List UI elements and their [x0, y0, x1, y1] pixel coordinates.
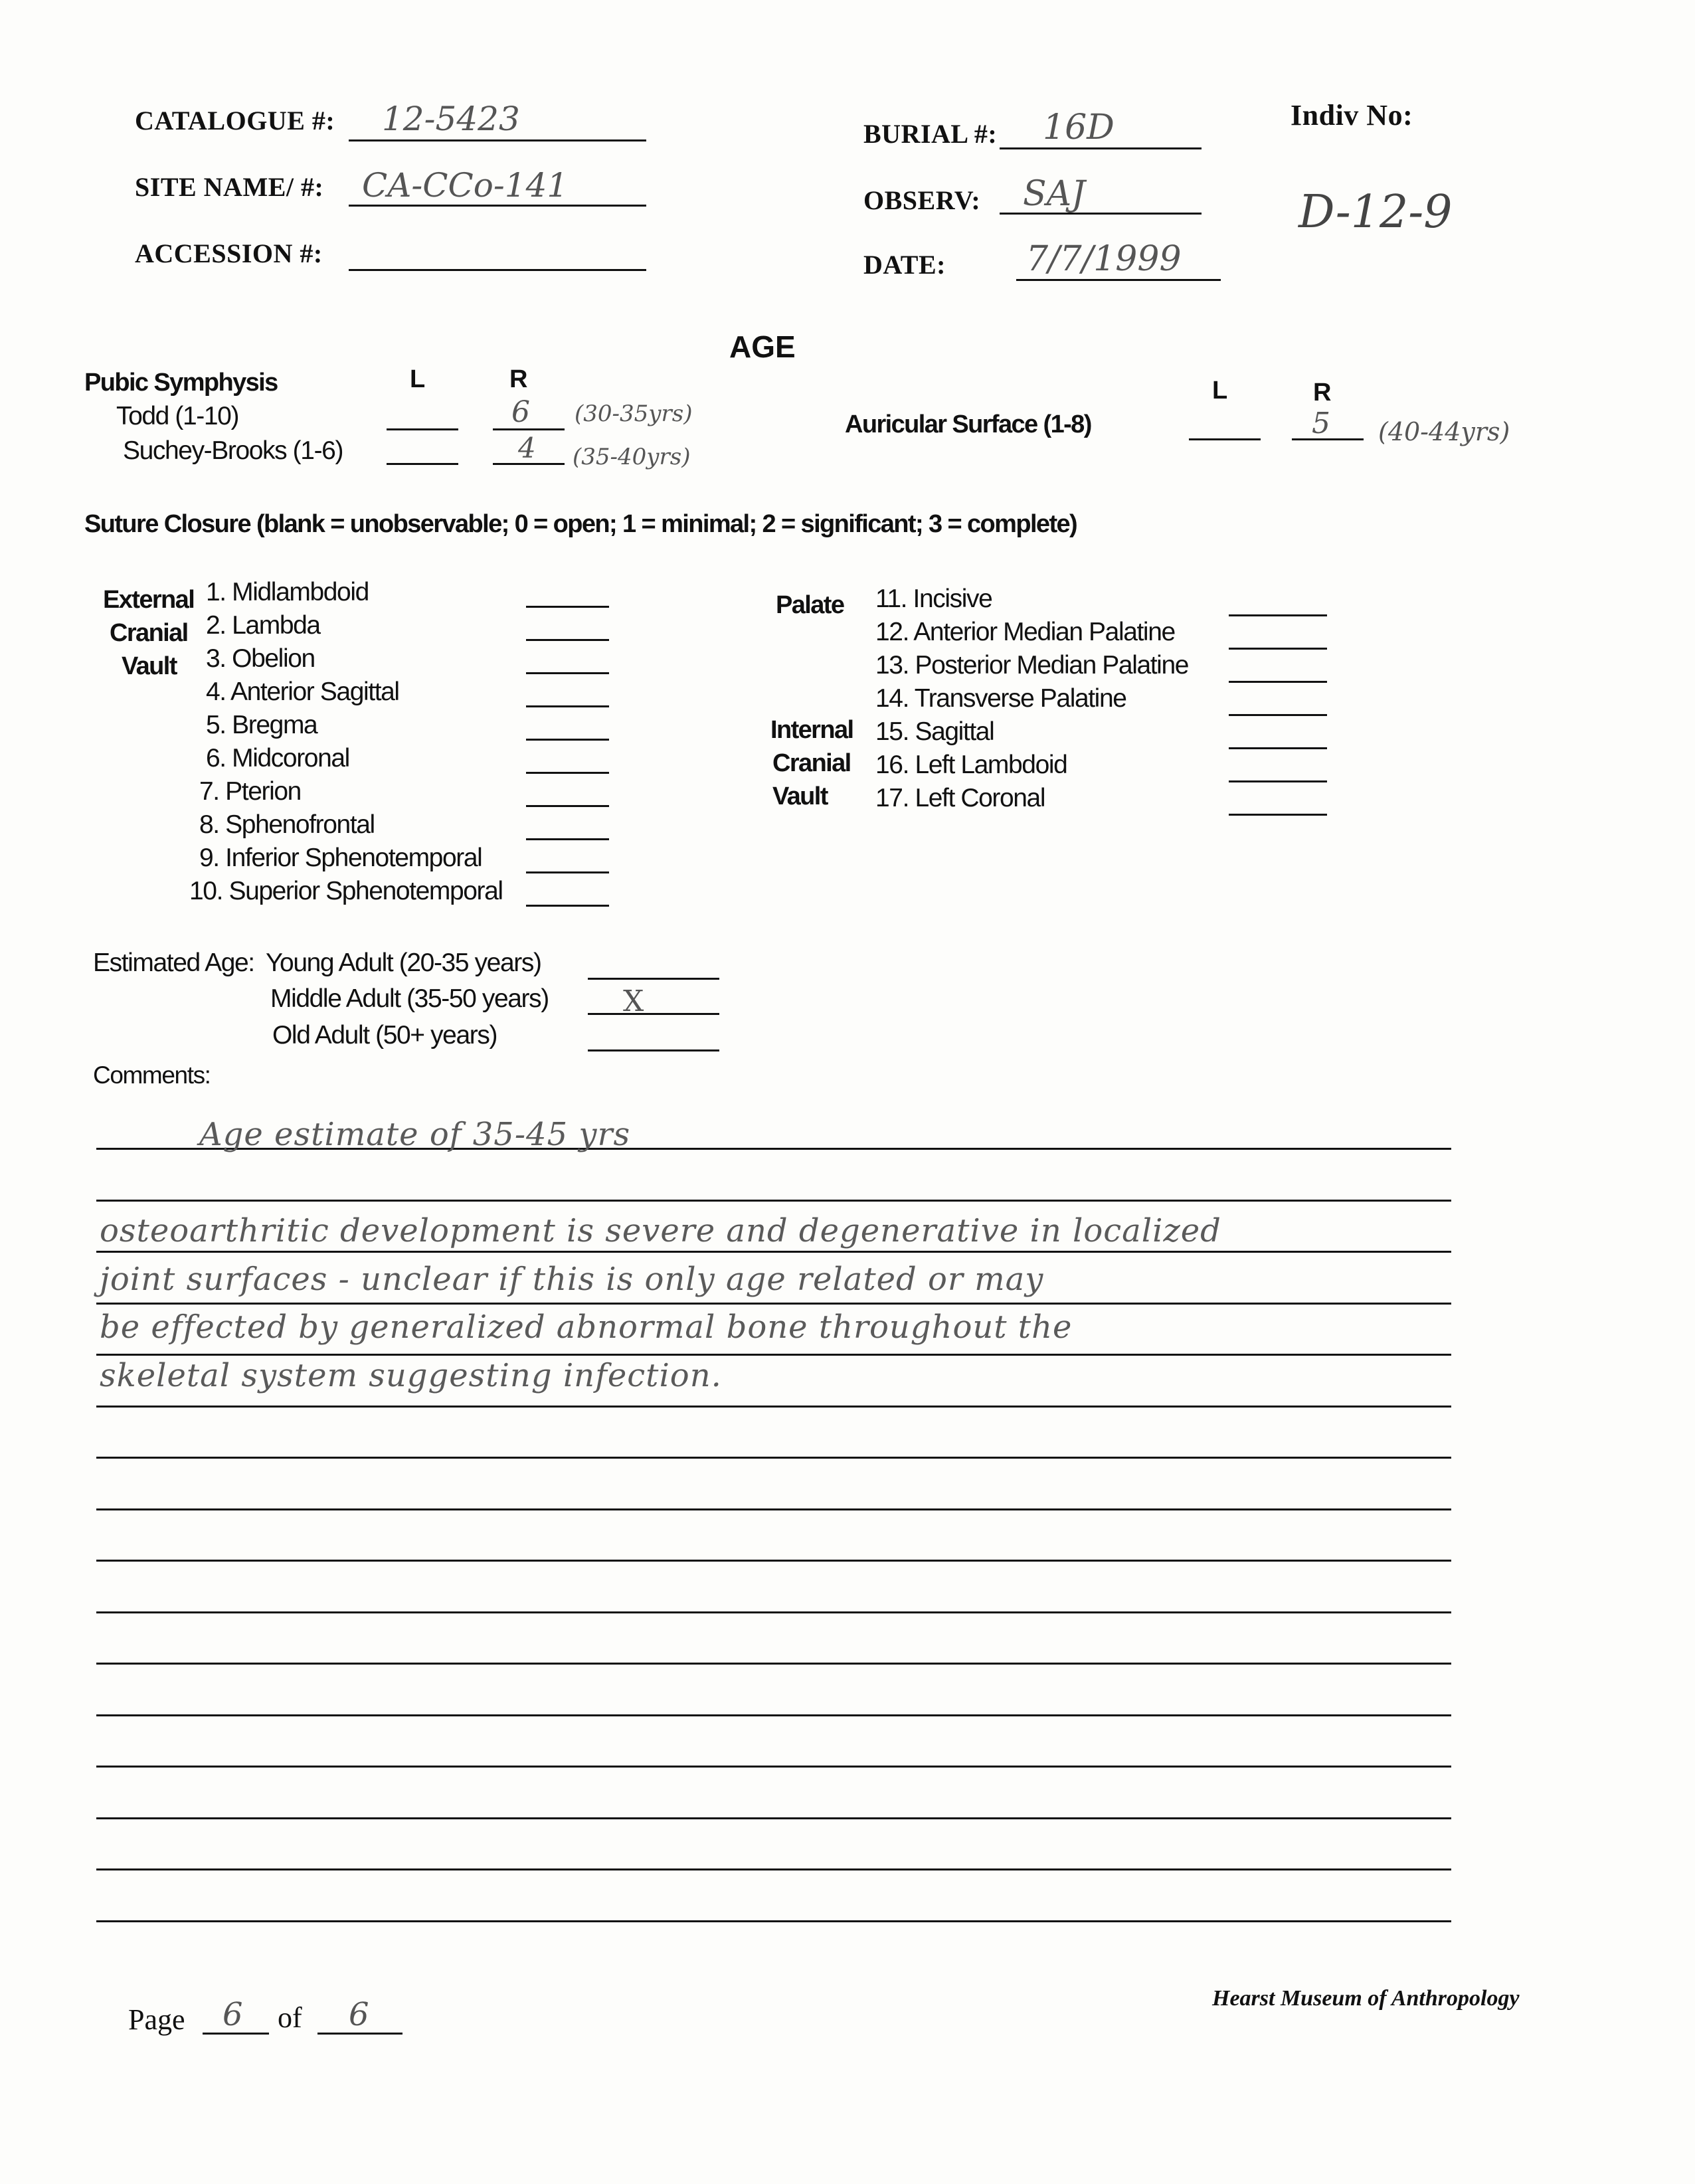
internal-suture-score-line[interactable] [1229, 648, 1327, 650]
comment-rule [96, 1406, 1451, 1408]
indiv-no-label: Indiv No: [1291, 99, 1413, 132]
burial-line [1000, 147, 1202, 149]
accession-line [349, 269, 646, 271]
external-suture-score-line[interactable] [526, 838, 609, 840]
external-suture-score-line[interactable] [526, 705, 609, 707]
internal-suture-item: 11. Incisive [875, 585, 992, 613]
external-suture-score-line[interactable] [526, 805, 609, 807]
external-suture-item: 5. Bregma [206, 711, 317, 739]
external-suture-score-line[interactable] [526, 639, 609, 641]
external-suture-item: 1. Midlambdoid [206, 578, 369, 606]
auricular-surface-label: Auricular Surface (1-8) [845, 410, 1091, 438]
external-suture-score-line[interactable] [526, 739, 609, 741]
auricular-l-line [1189, 438, 1261, 440]
page-number[interactable]: 6 [223, 1996, 243, 2033]
palate-group-label: Palate [776, 591, 844, 619]
todd-r-note: (30-35yrs) [575, 401, 693, 427]
external-suture-item: 7. Pterion [199, 777, 301, 806]
internal-suture-score-line[interactable] [1229, 681, 1327, 683]
external-suture-item: 10. Superior Sphenotemporal [189, 877, 503, 905]
comment-rule [96, 1251, 1451, 1253]
estimated-age-label: Estimated Age: [93, 949, 254, 977]
comment-rule [96, 1508, 1451, 1510]
pubic-col-r: R [509, 365, 527, 393]
comment-rule [96, 1303, 1451, 1305]
middle-adult-line[interactable] [588, 1013, 719, 1015]
todd-l-line [387, 428, 458, 430]
accession-label: ACCESSION #: [135, 238, 323, 268]
comment-line-5[interactable]: be effected by generalized abnormal bone throughout the [100, 1309, 1073, 1346]
suchey-brooks-label: Suchey-Brooks (1-6) [123, 436, 343, 465]
suchey-r-note: (35-40yrs) [573, 444, 691, 470]
comment-rule [96, 1868, 1451, 1870]
observ-label: OBSERV: [863, 185, 981, 215]
comment-rule [96, 1200, 1451, 1202]
todd-label: Todd (1-10) [116, 402, 239, 430]
external-suture-score-line[interactable] [526, 772, 609, 774]
comments-label: Comments: [93, 1061, 211, 1089]
pubic-symphysis-title: Pubic Symphysis [84, 369, 278, 397]
site-name-label: SITE NAME/ #: [135, 172, 324, 202]
burial-label: BURIAL #: [863, 119, 998, 149]
catalogue-label: CATALOGUE #: [135, 106, 335, 136]
external-suture-item: 9. Inferior Sphenotemporal [199, 844, 482, 872]
todd-r-value[interactable]: 6 [511, 395, 530, 429]
site-name-value[interactable]: CA-CCo-141 [362, 166, 569, 205]
pubic-col-l: L [410, 365, 424, 393]
comment-line-1[interactable]: Age estimate of 35-45 yrs [199, 1116, 631, 1153]
internal-suture-item: 12. Anterior Median Palatine [875, 618, 1175, 646]
external-suture-score-line[interactable] [526, 672, 609, 674]
external-suture-item: 3. Obelion [206, 644, 315, 673]
date-value[interactable]: 7/7/1999 [1026, 239, 1182, 279]
page-total[interactable]: 6 [349, 1996, 369, 2033]
internal-suture-item: 16. Left Lambdoid [875, 751, 1067, 779]
external-suture-item: 8. Sphenofrontal [199, 810, 375, 839]
external-group-label-1: External [103, 586, 195, 614]
internal-suture-item: 15. Sagittal [875, 717, 994, 746]
internal-group-label-1: Internal [770, 716, 853, 744]
suchey-r-value[interactable]: 4 [518, 432, 536, 464]
old-adult-label: Old Adult (50+ years) [272, 1021, 497, 1049]
internal-suture-item: 17. Left Coronal [875, 784, 1045, 812]
comment-line-3[interactable]: osteoarthritic development is severe and degenerative in localized [100, 1212, 1221, 1249]
comment-rule [96, 1354, 1451, 1356]
comment-rule [96, 1457, 1451, 1459]
external-suture-item: 4. Anterior Sagittal [206, 678, 399, 706]
external-group-label-2: Cranial [110, 619, 188, 647]
internal-suture-score-line[interactable] [1229, 747, 1327, 749]
date-line [1016, 279, 1221, 281]
middle-adult-mark[interactable]: X [623, 984, 644, 1018]
observ-value[interactable]: SAJ [1023, 174, 1086, 214]
page-label: Page [128, 2003, 185, 2036]
external-suture-score-line[interactable] [526, 905, 609, 907]
burial-value[interactable]: 16D [1043, 108, 1115, 147]
external-suture-item: 6. Midcoronal [206, 744, 349, 773]
external-suture-score-line[interactable] [526, 606, 609, 608]
young-adult-line[interactable] [588, 978, 719, 980]
museum-name: Hearst Museum of Anthropology [1212, 1986, 1520, 2011]
indiv-no-value[interactable]: D-12-9 [1298, 186, 1453, 238]
internal-suture-item: 14. Transverse Palatine [875, 684, 1126, 713]
external-suture-score-line[interactable] [526, 871, 609, 873]
comment-line-6[interactable]: skeletal system suggesting infection. [100, 1357, 722, 1394]
young-adult-label: Young Adult (20-35 years) [266, 949, 541, 977]
comment-rule [96, 1714, 1451, 1716]
catalogue-value[interactable]: 12-5423 [382, 100, 520, 138]
comment-rule [96, 1560, 1451, 1562]
date-label: DATE: [863, 250, 946, 280]
internal-suture-score-line[interactable] [1229, 814, 1327, 816]
comment-rule [96, 1611, 1451, 1613]
middle-adult-label: Middle Adult (35-50 years) [270, 984, 549, 1013]
site-name-line [349, 205, 646, 207]
auricular-r-note: (40-44yrs) [1378, 417, 1510, 446]
comment-line-4[interactable]: joint surfaces - unclear if this is only age related or may [100, 1261, 1044, 1298]
suchey-l-line [387, 463, 458, 465]
old-adult-line[interactable] [588, 1049, 719, 1051]
internal-suture-score-line[interactable] [1229, 614, 1327, 616]
comment-rule [96, 1663, 1451, 1665]
internal-suture-score-line[interactable] [1229, 714, 1327, 716]
age-section-title: AGE [729, 329, 796, 364]
external-suture-item: 2. Lambda [206, 611, 320, 640]
comment-rule [96, 1766, 1451, 1768]
internal-group-label-2: Cranial [772, 749, 851, 777]
internal-suture-score-line[interactable] [1229, 780, 1327, 782]
comment-rule [96, 1817, 1451, 1819]
auricular-col-r: R [1313, 379, 1330, 407]
auricular-r-value[interactable]: 5 [1312, 407, 1330, 440]
auricular-col-l: L [1212, 377, 1227, 405]
suture-closure-title: Suture Closure (blank = unobservable; 0 = open; 1 = minimal; 2 = significant; 3 = complete) [84, 510, 1077, 538]
of-label: of [278, 2001, 302, 2034]
catalogue-line [349, 139, 646, 141]
internal-suture-item: 13. Posterior Median Palatine [875, 651, 1189, 680]
comment-rule [96, 1920, 1451, 1922]
internal-group-label-3: Vault [772, 782, 828, 810]
external-group-label-3: Vault [122, 652, 177, 680]
